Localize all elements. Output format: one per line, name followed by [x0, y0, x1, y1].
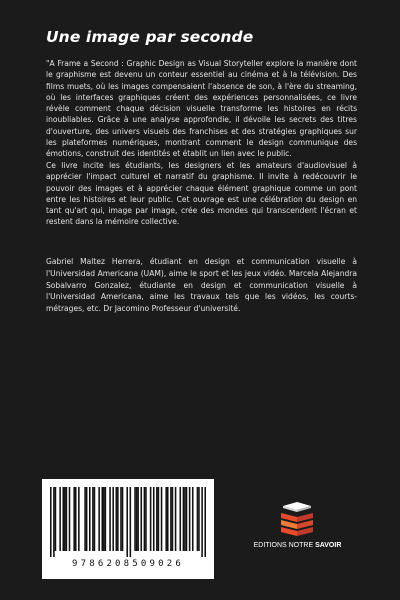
- barcode-bar: [92, 487, 94, 551]
- isbn-barcode: [42, 479, 214, 579]
- barcode-bar: [156, 487, 158, 551]
- barcode-bar: [69, 487, 71, 551]
- barcode-bar: [94, 487, 96, 551]
- barcode-bar: [144, 487, 146, 551]
- description-paragraph-2: Ce livre incite les étudiants, les designers et les amateurs d'audiovisuel à apprécier l'impact culturel et narratif du graphisme. Il invite à redécouvrir le pouvoir des images et à apprécier chaque élément graphique comme un pont entre les histoires et leur public. Cet ouvrage est une célébration du design en tant qu'art qui, image par image, crée des mondes qui transcendent l'écran et restent dans la mémoire collective.: [46, 161, 357, 227]
- barcode-bar: [204, 487, 206, 557]
- barcode-bar: [78, 487, 80, 551]
- barcode-bar: [189, 487, 191, 551]
- barcode-bar: [84, 487, 86, 551]
- barcode-bar: [126, 487, 128, 557]
- barcode-bar: [73, 487, 75, 551]
- barcode-bar: [86, 487, 88, 551]
- barcode-bar: [201, 487, 203, 557]
- barcode-bar: [62, 487, 64, 551]
- barcode-bar: [55, 487, 57, 551]
- barcode-bar: [50, 487, 52, 557]
- barcode-bar: [167, 487, 169, 551]
- barcode-bar: [117, 487, 119, 551]
- barcode-bar: [150, 487, 152, 551]
- isbn-number: 9786208509026: [71, 559, 185, 569]
- barcode-bar: [170, 487, 172, 551]
- barcode-bars: [50, 487, 206, 557]
- barcode-bar: [161, 487, 163, 551]
- barcode-bar: [98, 487, 100, 551]
- barcode-bar: [197, 487, 199, 551]
- barcode-bar: [66, 487, 68, 551]
- barcode-bar: [175, 487, 177, 551]
- author-bio: Gabriel Maltez Herrera, étudiant en design et communication visuelle à l'Universidad Americana (UAM), aime le sport et les jeux vidéo. Marcela Alejandra Sobalvarro Gonzalez, étudiante en design et communication visuelle à l'Universidad Americana, aime les travaux tels que les vidéos, les courts-métrages, etc. Dr Jacomino Professeur d'université.: [46, 257, 357, 314]
- barcode-bar: [122, 487, 124, 551]
- book-title: Une image par seconde: [46, 28, 254, 46]
- book-stack-icon: [250, 500, 345, 540]
- barcode-bar: [153, 487, 155, 551]
- barcode-bar: [64, 487, 66, 551]
- barcode-bar: [112, 487, 114, 551]
- publisher-name: EDITIONS NOTRE SAVOIR: [253, 542, 342, 549]
- barcode-bar: [192, 487, 194, 551]
- barcode-bar: [53, 487, 55, 557]
- barcode-bar: [172, 487, 174, 551]
- barcode-bar: [105, 487, 107, 551]
- barcode-bar: [59, 487, 61, 551]
- barcode-bar: [165, 487, 167, 551]
- barcode-bar: [198, 487, 200, 551]
- barcode-bar: [158, 487, 160, 551]
- barcode-bar: [134, 487, 136, 551]
- barcode-bar: [130, 487, 132, 557]
- publisher-logo: [250, 500, 345, 560]
- barcode-bar: [101, 487, 103, 551]
- barcode-bar: [137, 487, 139, 551]
- barcode-bar: [103, 487, 105, 551]
- barcode-bar: [186, 487, 188, 551]
- barcode-bar: [184, 487, 186, 551]
- barcode-bar: [89, 487, 91, 551]
- barcode-bar: [183, 487, 185, 551]
- description-paragraph-1: "A Frame a Second : Graphic Design as Visual Storyteller explore la manière dont le graphisme est devenu un conteur essentiel au cinéma et à la télévision. Des films muets, où les images compensaient l'absence de son, à l'ère du streaming, où les interfaces graphiques créent des expériences personnalisées, ce livre révèle comment chaque décision visuelle transforme les histoires en récits inoubliables. Grâce à une analyse approfondie, il dévoile les secrets des titres d'ouverture, des univers visuels des franchises et des stratégies graphiques sur les plateformes numériques, montrant comment le design communique des émotions, construit des identités et établit un lien avec le public.: [46, 59, 357, 159]
- barcode-bar: [145, 487, 147, 551]
- barcode-bar: [140, 487, 142, 551]
- barcode-bar: [136, 487, 138, 551]
- barcode-bar: [109, 487, 111, 551]
- barcode-bar: [120, 487, 122, 551]
- barcode-bar: [116, 487, 118, 551]
- barcode-bar: [75, 487, 77, 551]
- barcode-bar: [179, 487, 181, 551]
